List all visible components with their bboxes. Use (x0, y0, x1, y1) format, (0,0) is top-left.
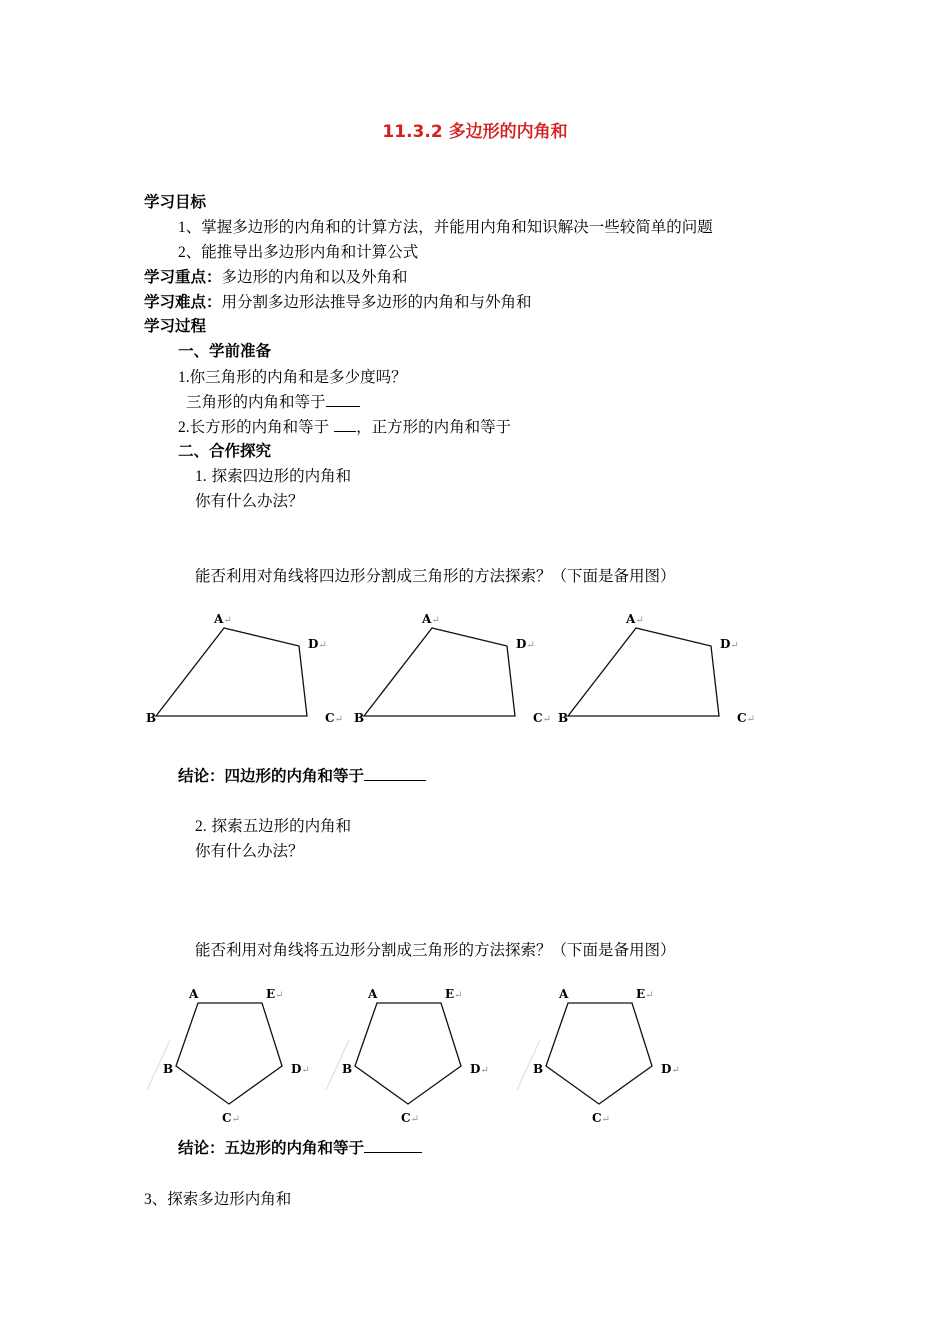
vertex-label-a: A↵ (626, 612, 644, 626)
vertex-label-c: C↵ (325, 711, 343, 725)
prep-q2-text-b: ，正方形的内角和等于 (356, 418, 512, 436)
vertex-label-a: A (559, 987, 569, 1001)
vertex-label-c: C↵ (533, 711, 551, 725)
step-1-title: 探索四边形的内角和 (211, 467, 352, 485)
vertex-label-a: A (189, 987, 199, 1001)
prep-q2-number: 2. (178, 419, 190, 436)
objective-1-number: 1、 (178, 219, 202, 236)
step-2-prompt: 能否利用对角线将五边形分割成三角形的方法探索？（下面是备用图） (195, 941, 676, 959)
objectives-heading: 学习目标 (144, 193, 207, 211)
vertex-label-d: D↵ (720, 637, 739, 651)
vertex-label-d: D↵ (661, 1062, 680, 1076)
difficulty-text: 用分割多边形法推导多边形的内角和与外角和 (221, 293, 532, 311)
vertex-label-e: E↵ (636, 987, 654, 1001)
vertex-label-a: A↵ (422, 612, 440, 626)
vertex-label-e: E↵ (445, 987, 463, 1001)
step-2-conclusion-text: 结论：五边形的内角和等于 (178, 1139, 365, 1157)
step-1-prompt: 能否利用对角线将四边形分割成三角形的方法探索？（下面是备用图） (195, 567, 676, 585)
vertex-label-d: D↵ (308, 637, 327, 651)
vertex-label-b: B (342, 1062, 353, 1076)
step-2-title: 探索五边形的内角和 (211, 817, 352, 835)
vertex-label-d: D↵ (470, 1062, 489, 1076)
prep-q2-text-a: 长方形的内角和等于 (189, 418, 330, 436)
vertex-label-a: A (368, 987, 378, 1001)
step-2-method: 你有什么办法？ (195, 842, 304, 860)
step-1-number: 1. (195, 468, 207, 485)
prep-q1-number: 1. (178, 369, 190, 386)
step-3-title: 探索多边形内角和 (167, 1190, 292, 1208)
page-title: 11.3.2 多边形的内角和 (382, 122, 568, 142)
vertex-label-c: C↵ (401, 1111, 419, 1125)
process-heading: 学习过程 (144, 317, 207, 335)
pentagon-figure-3 (546, 1003, 652, 1104)
step-1-method: 你有什么办法？ (195, 492, 304, 510)
vertex-label-c: C↵ (592, 1111, 610, 1125)
vertex-label-b: B (533, 1062, 544, 1076)
focus-label: 学习重点： (144, 268, 222, 286)
step-3-number: 3、 (144, 1191, 168, 1208)
quadrilateral-figure-2 (364, 628, 515, 716)
quadrilateral-figure-3 (568, 628, 719, 716)
explore-heading: 二、合作探究 (178, 442, 272, 460)
vertex-label-b: B (558, 711, 569, 725)
vertex-label-d: D↵ (291, 1062, 310, 1076)
quadrilateral-figure-1 (156, 628, 307, 716)
step-1-conclusion-text: 结论：四边形的内角和等于 (178, 767, 365, 785)
prep-q1-answer-text: 三角形的内角和等于 (186, 393, 326, 411)
vertex-label-b: B (163, 1062, 174, 1076)
vertex-label-b: B (354, 711, 365, 725)
vertex-label-c: C↵ (737, 711, 755, 725)
vertex-label-c: C↵ (222, 1111, 240, 1125)
vertex-label-d: D↵ (516, 637, 535, 651)
prep-q1-text: 你三角形的内角和是多少度吗？ (189, 368, 407, 386)
step-2-number: 2. (195, 818, 207, 835)
objective-2-text: 能推导出多边形内角和计算公式 (201, 243, 419, 261)
vertex-label-b: B (146, 711, 157, 725)
objective-1-text: 掌握多边形的内角和的计算方法，并能用内角和知识解决一些较简单的问题 (201, 218, 713, 236)
focus-text: 多边形的内角和以及外角和 (221, 268, 408, 286)
vertex-label-a: A↵ (214, 612, 232, 626)
prep-heading: 一、学前准备 (178, 342, 272, 360)
pentagon-figure-2 (355, 1003, 461, 1104)
objective-2-number: 2、 (178, 244, 202, 261)
pentagon-figure-1 (176, 1003, 282, 1104)
difficulty-label: 学习难点： (144, 293, 222, 311)
vertex-label-e: E↵ (266, 987, 284, 1001)
